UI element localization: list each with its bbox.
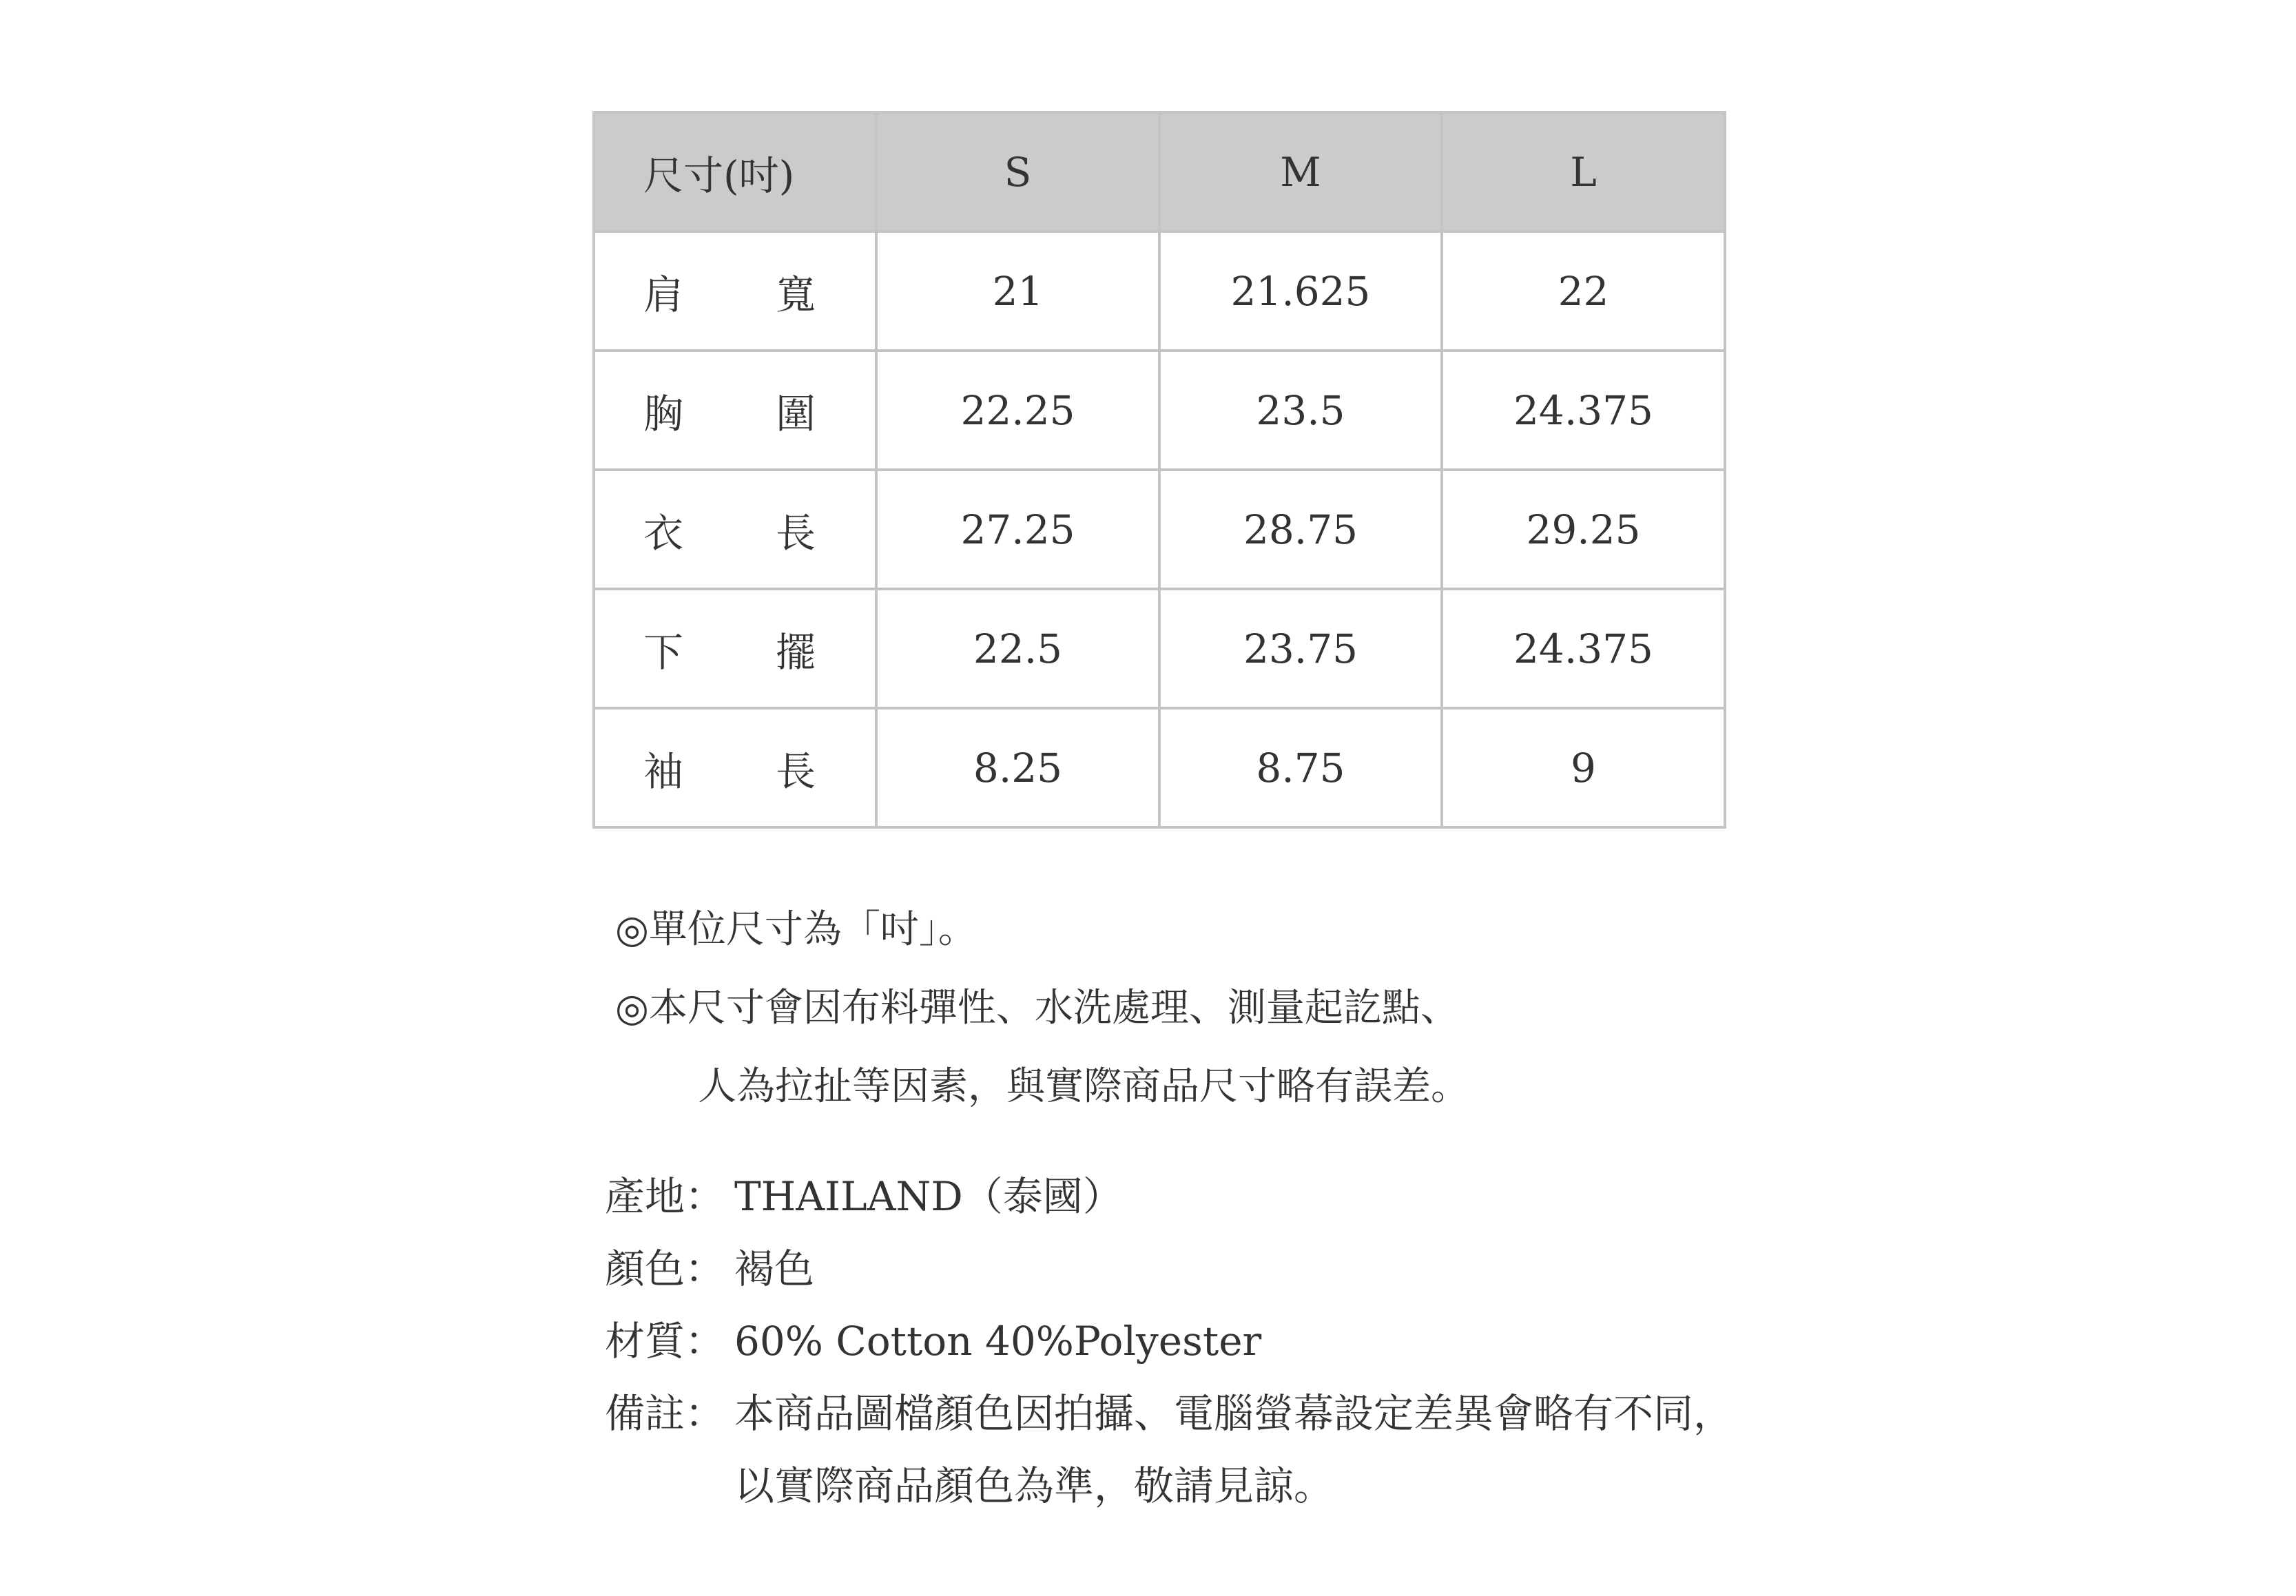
cell-value-s: 22.5 — [876, 589, 1159, 708]
size-chart-table — [592, 111, 1726, 829]
size-notes — [615, 891, 1469, 1126]
cell-value-s: 21 — [876, 231, 1159, 351]
row-label-char: 擺 — [775, 628, 816, 676]
row-label-char: 袖 — [643, 747, 684, 795]
row-label-char: 下 — [643, 628, 684, 676]
header-size-unit: 尺寸(吋) — [594, 112, 876, 231]
cell-value-s: 8.25 — [876, 708, 1159, 827]
detail-label: 顏色： — [605, 1245, 725, 1292]
cell-value-m: 28.75 — [1159, 470, 1442, 589]
row-label — [594, 351, 876, 470]
row-label-char: 肩 — [643, 271, 684, 318]
row-label-char: 衣 — [643, 509, 684, 557]
product-details — [605, 1161, 1733, 1522]
detail-label: 材質： — [605, 1318, 725, 1365]
detail-label: 備註： — [605, 1390, 725, 1437]
table-row-hem — [594, 589, 1725, 708]
table-header-row — [594, 112, 1725, 231]
cell-value-s: 22.25 — [876, 351, 1159, 470]
cell-value-l: 9 — [1442, 708, 1725, 827]
cell-value-l: 24.375 — [1442, 351, 1725, 470]
header-size-s: S — [876, 112, 1159, 231]
detail-label: 產地： — [605, 1173, 725, 1220]
row-label-char: 胸 — [643, 390, 684, 437]
cell-value-s: 27.25 — [876, 470, 1159, 589]
row-label — [594, 470, 876, 589]
note-unit: ◎單位尺寸為「吋」。 — [615, 907, 977, 952]
note-tolerance-continued: 人為拉扯等因素，與實際商品尺寸略有誤差。 — [698, 1064, 1469, 1109]
note-tolerance: ◎本尺寸會因布料彈性、水洗處理、測量起訖點、 — [615, 986, 1459, 1030]
row-label — [594, 231, 876, 351]
detail-value: 褐色 — [734, 1245, 815, 1292]
detail-value: 本商品圖檔顏色因拍攝、電腦螢幕設定差異會略有不同， — [734, 1390, 1734, 1437]
row-label-char: 圍 — [775, 390, 816, 437]
row-label — [594, 708, 876, 827]
row-label — [594, 589, 876, 708]
table-row-chest — [594, 351, 1725, 470]
detail-remark-continued: 以實際商品顏色為準，敬請見諒。 — [734, 1462, 1334, 1509]
table-row-shoulder-width — [594, 231, 1725, 351]
detail-origin — [605, 1161, 1733, 1233]
detail-remark — [605, 1378, 1733, 1450]
cell-value-l: 29.25 — [1442, 470, 1725, 589]
header-size-l: L — [1442, 112, 1725, 231]
detail-value: THAILAND（泰國） — [734, 1173, 1123, 1220]
cell-value-m: 23.75 — [1159, 589, 1442, 708]
table-row-length — [594, 470, 1725, 589]
row-label-char: 寬 — [775, 271, 816, 318]
cell-value-l: 22 — [1442, 231, 1725, 351]
header-size-m: M — [1159, 112, 1442, 231]
row-label-char: 長 — [775, 747, 816, 795]
row-label-char: 長 — [775, 509, 816, 557]
cell-value-l: 24.375 — [1442, 589, 1725, 708]
table-row-sleeve-length — [594, 708, 1725, 827]
cell-value-m: 23.5 — [1159, 351, 1442, 470]
cell-value-m: 8.75 — [1159, 708, 1442, 827]
detail-material — [605, 1305, 1733, 1378]
detail-value: 60% Cotton 40%Polyester — [734, 1318, 1262, 1365]
cell-value-m: 21.625 — [1159, 231, 1442, 351]
detail-color — [605, 1233, 1733, 1305]
